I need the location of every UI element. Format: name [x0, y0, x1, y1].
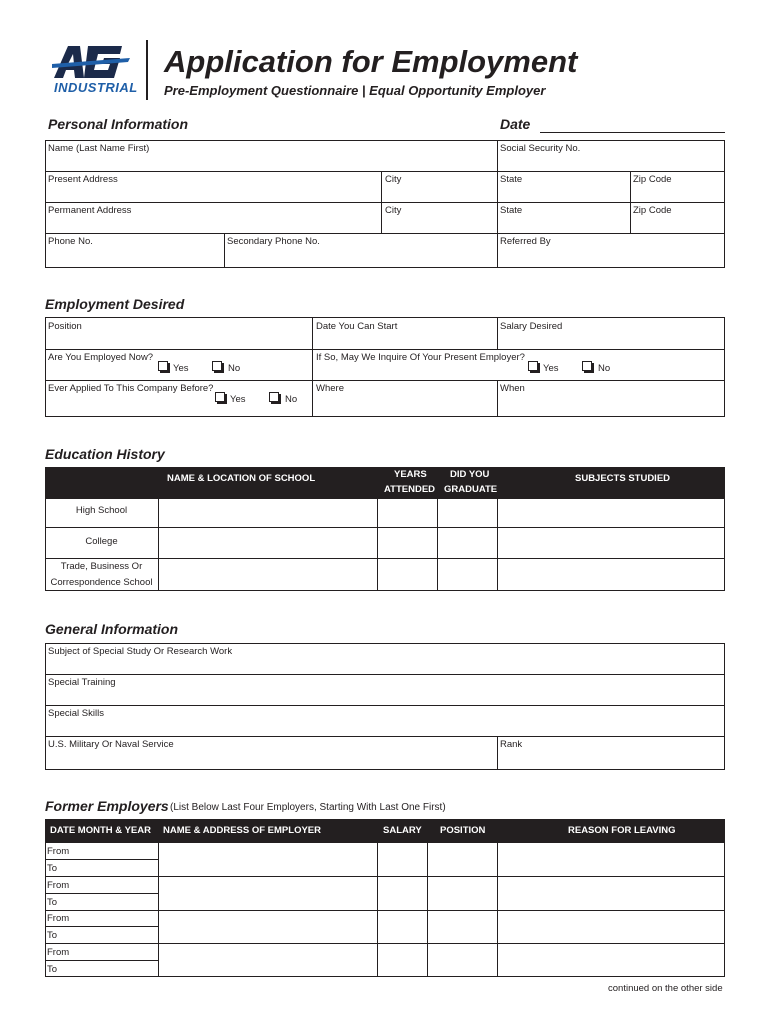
- permanent-city-field[interactable]: City: [385, 205, 402, 216]
- col-years-2: ATTENDED: [384, 484, 436, 495]
- col-grad-2: GRADUATE: [444, 484, 498, 495]
- name-field[interactable]: Name (Last Name First): [48, 143, 150, 154]
- applied-no-label: No: [285, 394, 298, 405]
- employer1-from[interactable]: From: [47, 846, 70, 857]
- section-former-employers: Former Employers: [45, 798, 169, 814]
- row-trade-2: Correspondence School: [50, 577, 153, 588]
- applied-no-checkbox[interactable]: [269, 392, 279, 402]
- section-education-history: Education History: [45, 446, 165, 462]
- permanent-zip-field[interactable]: Zip Code: [633, 205, 672, 216]
- permanent-state-field[interactable]: State: [500, 205, 523, 216]
- section-employment-desired: Employment Desired: [45, 296, 185, 312]
- col-employer: NAME & ADDRESS OF EMPLOYER: [163, 825, 321, 836]
- row-college: College: [85, 536, 118, 547]
- employer3-to[interactable]: To: [47, 930, 58, 941]
- when-field[interactable]: When: [500, 383, 525, 394]
- present-city-field[interactable]: City: [385, 174, 402, 185]
- col-date: DATE MONTH & YEAR: [50, 825, 151, 836]
- employer4-from[interactable]: From: [47, 947, 70, 958]
- former-note: (List Below Last Four Employers, Starting With Last One First): [170, 802, 446, 813]
- inquire-yes-checkbox[interactable]: [528, 361, 538, 371]
- employer2-to[interactable]: To: [47, 897, 58, 908]
- permanent-address-field[interactable]: Permanent Address: [48, 205, 132, 216]
- position-field[interactable]: Position: [48, 321, 82, 332]
- special-skills-field[interactable]: Special Skills: [48, 708, 104, 719]
- page-title: Application for Employment: [164, 44, 578, 79]
- col-years-1: YEARS: [394, 469, 427, 480]
- logo: [50, 40, 138, 100]
- header-divider: [146, 40, 148, 100]
- former-header-bar: [45, 819, 725, 842]
- military-field[interactable]: U.S. Military Or Naval Service: [48, 739, 174, 750]
- col-position: POSITION: [440, 825, 486, 836]
- personal-info-table: [45, 140, 725, 268]
- applied-yes-label: Yes: [230, 394, 246, 405]
- logo-subtext: INDUSTRIAL: [54, 80, 138, 95]
- employed-yes-checkbox[interactable]: [158, 361, 168, 371]
- employer4-to[interactable]: To: [47, 964, 58, 975]
- employed-now-label: Are You Employed Now?: [48, 352, 154, 363]
- employer1-to[interactable]: To: [47, 863, 58, 874]
- col-school: NAME & LOCATION OF SCHOOL: [167, 473, 316, 484]
- secondary-phone-field[interactable]: Secondary Phone No.: [227, 236, 320, 247]
- col-reason: REASON FOR LEAVING: [568, 825, 676, 836]
- employer3-from[interactable]: From: [47, 913, 70, 924]
- inquire-yes-label: Yes: [543, 363, 559, 374]
- date-start-field[interactable]: Date You Can Start: [316, 321, 398, 332]
- section-personal-information: Personal Information: [48, 116, 189, 132]
- applied-before-label: Ever Applied To This Company Before?: [48, 383, 214, 394]
- row-high-school: High School: [75, 505, 128, 516]
- employer2-from[interactable]: From: [47, 880, 70, 891]
- date-label: Date: [500, 116, 531, 132]
- section-general-information: General Information: [45, 621, 179, 637]
- continued-note: continued on the other side: [608, 983, 723, 994]
- salary-desired-field[interactable]: Salary Desired: [500, 321, 563, 332]
- col-grad-1: DID YOU: [450, 469, 490, 480]
- present-zip-field[interactable]: Zip Code: [633, 174, 672, 185]
- col-subjects: SUBJECTS STUDIED: [575, 473, 671, 484]
- employed-yes-label: Yes: [173, 363, 189, 374]
- phone-field[interactable]: Phone No.: [48, 236, 93, 247]
- col-salary: SALARY: [383, 825, 422, 836]
- where-field[interactable]: Where: [316, 383, 344, 394]
- page-subtitle: Pre-Employment Questionnaire | Equal Opportunity Employer: [164, 83, 546, 98]
- inquire-no-checkbox[interactable]: [582, 361, 592, 371]
- row-trade-1: Trade, Business Or: [60, 561, 143, 572]
- referred-by-field[interactable]: Referred By: [500, 236, 551, 247]
- inquire-no-label: No: [598, 363, 611, 374]
- applied-yes-checkbox[interactable]: [215, 392, 225, 402]
- special-study-field[interactable]: Subject of Special Study Or Research Work: [48, 646, 233, 657]
- rank-field[interactable]: Rank: [500, 739, 523, 750]
- inquire-label: If So, May We Inquire Of Your Present Employer?: [316, 352, 525, 363]
- education-header-bar: [45, 467, 725, 498]
- ssn-field[interactable]: Social Security No.: [500, 143, 581, 154]
- employed-no-checkbox[interactable]: [212, 361, 222, 371]
- present-address-field[interactable]: Present Address: [48, 174, 118, 185]
- date-line[interactable]: [540, 132, 725, 133]
- present-state-field[interactable]: State: [500, 174, 523, 185]
- employed-no-label: No: [228, 363, 241, 374]
- special-training-field[interactable]: Special Training: [48, 677, 116, 688]
